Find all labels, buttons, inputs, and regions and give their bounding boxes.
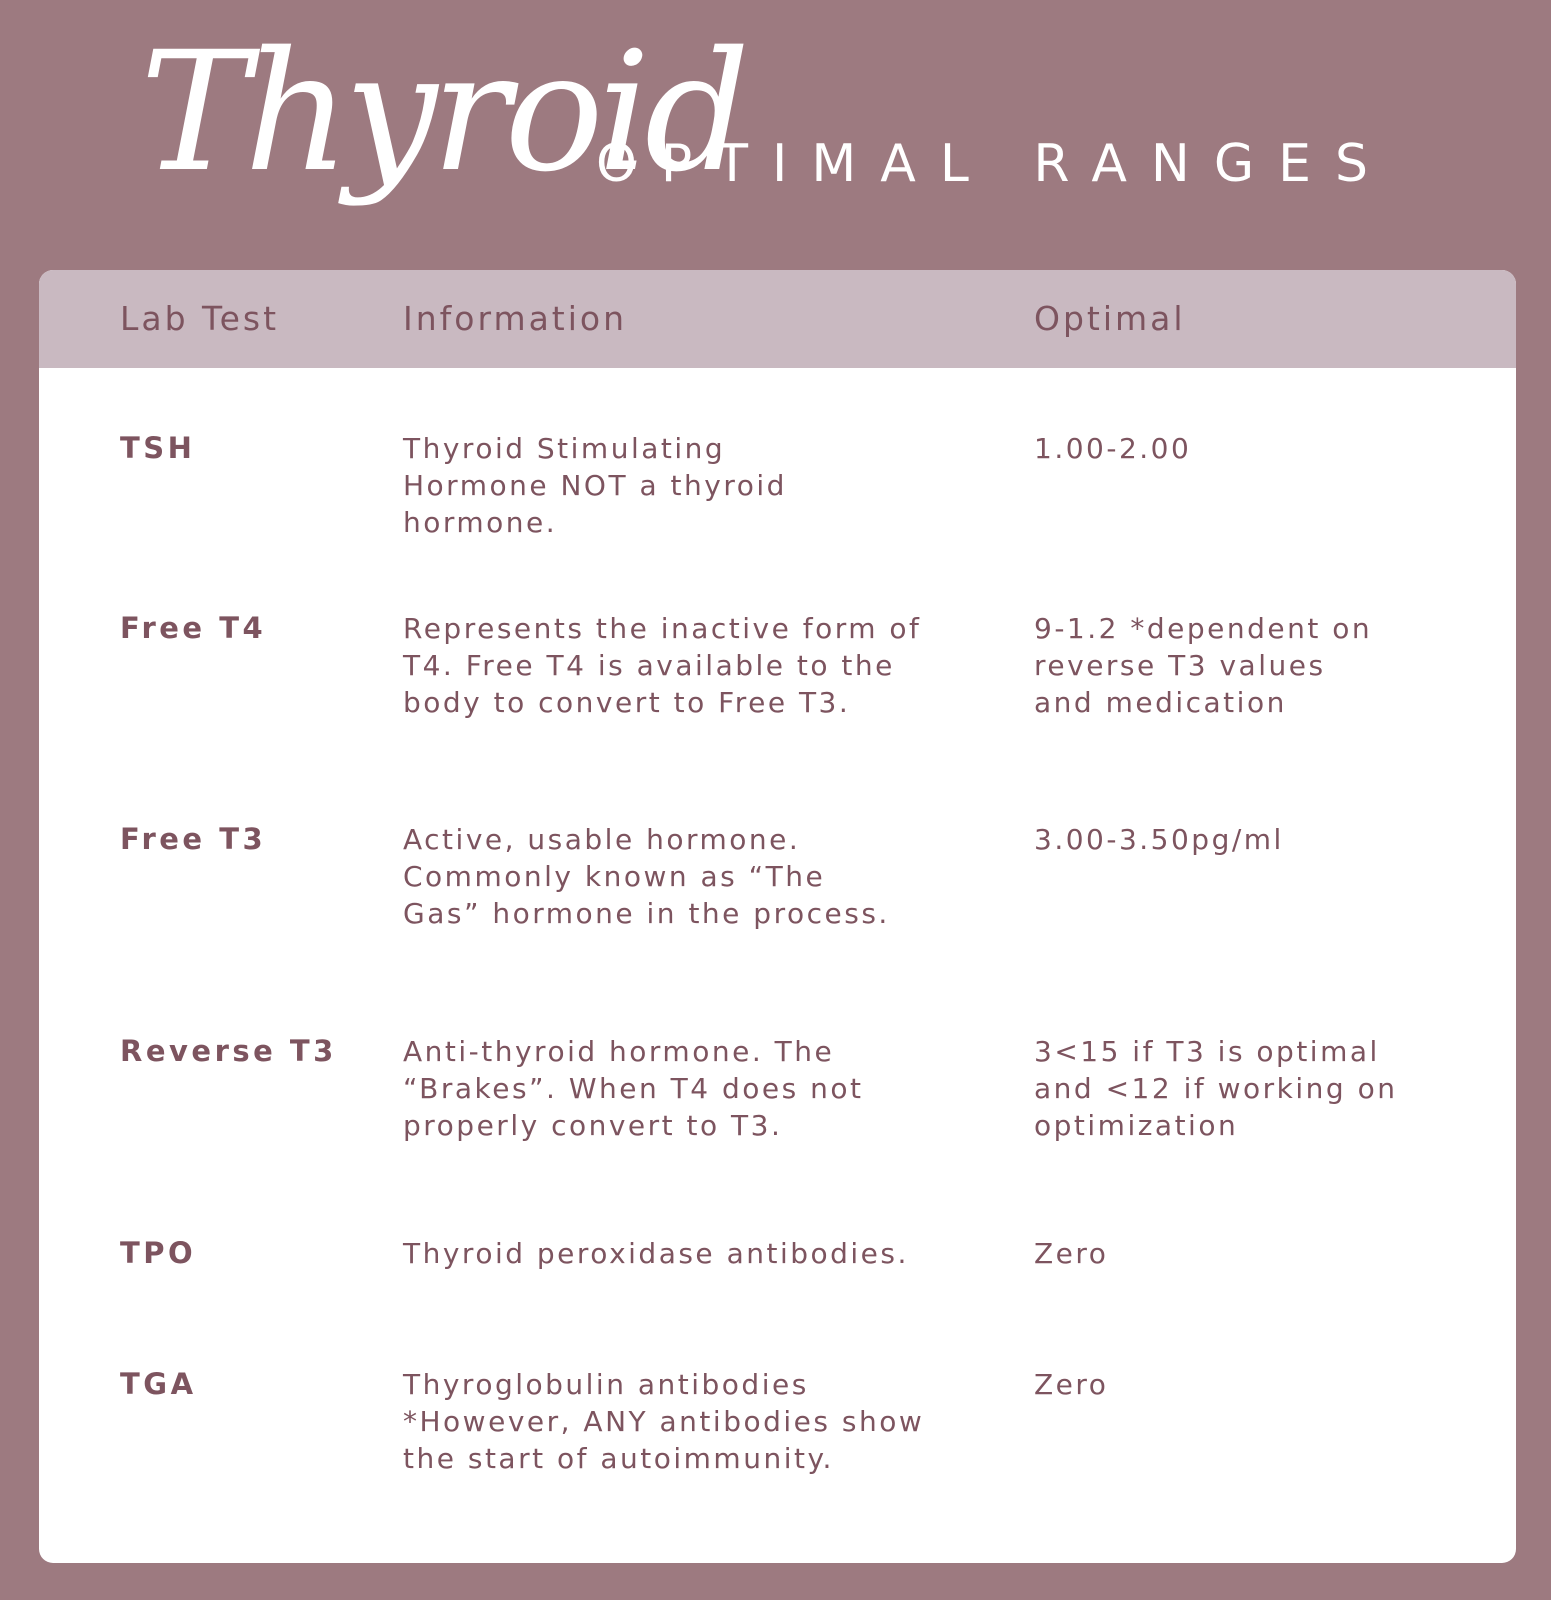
lab-test-name: TGA: [120, 1367, 197, 1401]
info-line: Commonly known as “The: [403, 860, 826, 893]
lab-test-optimal: [1034, 430, 1434, 467]
table-header-row: [39, 270, 1516, 368]
info-line: properly convert to T3.: [403, 1109, 783, 1142]
info-line: Anti-thyroid hormone. The: [403, 1035, 835, 1068]
header-lab-test: Lab Test: [120, 299, 280, 338]
info-line: hormone.: [403, 506, 558, 539]
info-line: T4. Free T4 is available to the: [403, 649, 895, 682]
info-line: *However, ANY antibodies show: [403, 1405, 925, 1438]
optimal-line: Zero: [1034, 1237, 1109, 1270]
lab-test-information: [403, 1033, 1003, 1144]
lab-test-name: Reverse T3: [120, 1034, 337, 1068]
lab-test-optimal: [1034, 1366, 1434, 1403]
info-line: “Brakes”. When T4 does not: [403, 1072, 864, 1105]
info-line: body to convert to Free T3.: [403, 686, 851, 719]
lab-test-name: Free T4: [120, 611, 267, 645]
lab-test-information: [403, 610, 1003, 721]
info-line: Thyroid Stimulating: [403, 432, 726, 465]
ranges-table: [39, 270, 1516, 1563]
optimal-line: and medication: [1034, 686, 1287, 719]
info-line: Gas” hormone in the process.: [403, 897, 890, 930]
header-information: Information: [403, 299, 628, 338]
optimal-line: and <12 if working on: [1034, 1072, 1398, 1105]
optimal-line: 1.00-2.00: [1034, 432, 1192, 465]
lab-test-optimal: [1034, 1235, 1434, 1272]
optimal-line: Zero: [1034, 1368, 1109, 1401]
lab-test-name: Free T3: [120, 822, 267, 856]
lab-test-optimal: [1034, 821, 1434, 858]
info-line: Represents the inactive form of: [403, 612, 922, 645]
info-line: the start of autoimmunity.: [403, 1442, 834, 1475]
lab-test-optimal: [1034, 1033, 1434, 1144]
optimal-line: 3<15 if T3 is optimal: [1034, 1035, 1380, 1068]
lab-test-name: TSH: [120, 431, 196, 465]
header-optimal: Optimal: [1034, 299, 1186, 338]
lab-test-information: [403, 821, 1003, 932]
title-subtitle: OPTIMAL RANGES: [596, 134, 1392, 194]
lab-test-information: [403, 430, 1003, 541]
info-line: Hormone NOT a thyroid: [403, 469, 787, 502]
optimal-line: 9-1.2 *dependent on: [1034, 612, 1373, 645]
info-line: Thyroglobulin antibodies: [403, 1368, 809, 1401]
lab-test-name: TPO: [120, 1236, 197, 1270]
lab-test-information: [403, 1366, 1003, 1477]
optimal-line: optimization: [1034, 1109, 1239, 1142]
optimal-line: 3.00-3.50pg/ml: [1034, 823, 1284, 856]
title-script: Thyroid: [140, 16, 745, 208]
lab-test-optimal: [1034, 610, 1434, 721]
lab-test-information: [403, 1235, 1003, 1272]
info-line: Active, usable hormone.: [403, 823, 801, 856]
optimal-line: reverse T3 values: [1034, 649, 1326, 682]
info-line: Thyroid peroxidase antibodies.: [403, 1237, 909, 1270]
